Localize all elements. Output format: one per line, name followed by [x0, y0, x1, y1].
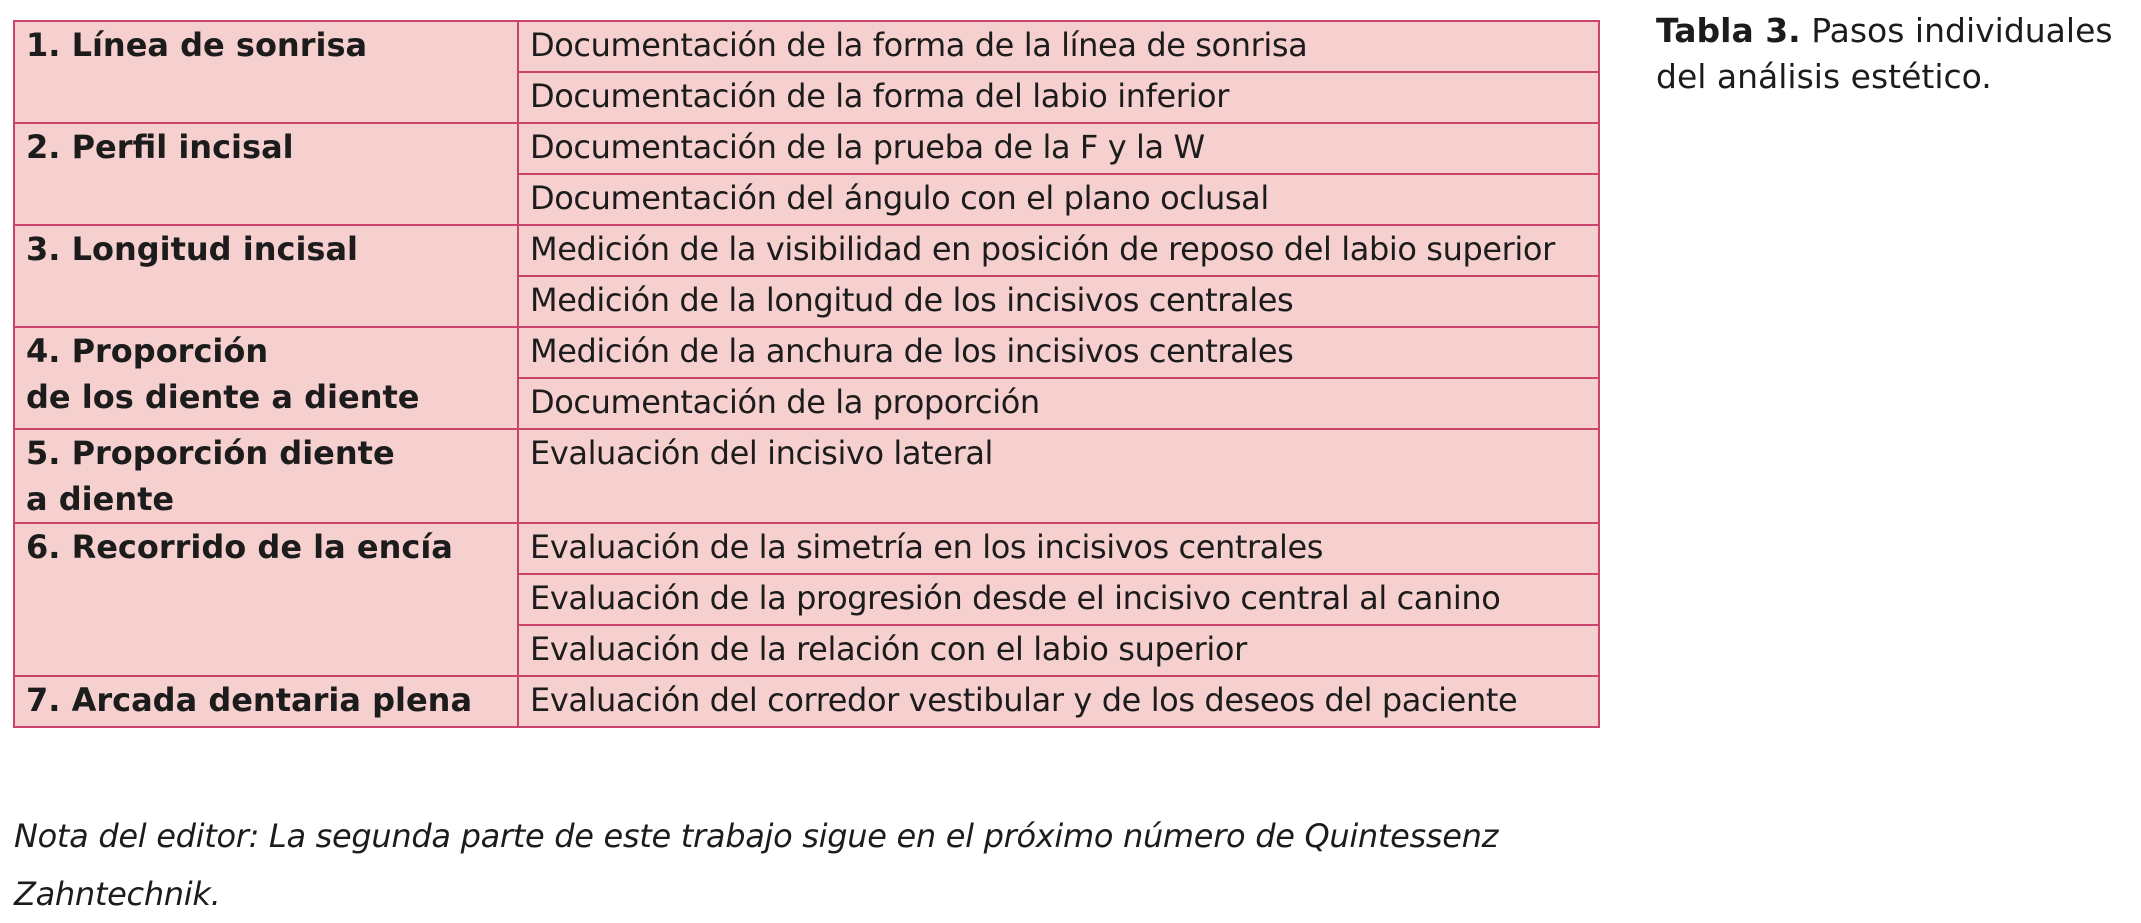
step-detail: Evaluación del incisivo lateral: [518, 429, 1599, 523]
table-row: [14, 123, 1599, 174]
step-detail: Documentación de la prueba de la F y la W: [518, 123, 1599, 174]
step-detail: Documentación de la forma de la línea de sonrisa: [518, 21, 1599, 72]
table-row: [14, 327, 1599, 378]
step-detail: Medición de la anchura de los incisivos centrales: [518, 327, 1599, 378]
step-detail: Evaluación de la relación con el labio superior: [518, 625, 1599, 676]
step-label: 3. Longitud incisal: [14, 225, 518, 327]
table-row: [14, 21, 1599, 72]
step-detail: Documentación de la proporción: [518, 378, 1599, 429]
step-label: [14, 327, 518, 429]
step-detail: Documentación de la forma del labio inferior: [518, 72, 1599, 123]
caption-label: Tabla 3.: [1656, 11, 1801, 50]
step-detail: Evaluación de la progresión desde el incisivo central al canino: [518, 574, 1599, 625]
step-label-line: a diente: [26, 480, 175, 518]
step-label: 1. Línea de sonrisa: [14, 21, 518, 123]
step-label: [14, 429, 518, 523]
step-label: 6. Recorrido de la encía: [14, 523, 518, 676]
step-detail: Evaluación de la simetría en los incisivos centrales: [518, 523, 1599, 574]
caption-text: Pasos individuales del análisis estético.: [1656, 11, 2113, 96]
step-label-line: de los diente a diente: [26, 378, 420, 416]
editor-note-line: Zahntechnik.: [14, 875, 221, 913]
step-label: 7. Arcada dentaria plena: [14, 676, 518, 727]
step-label-line: 5. Proporción diente: [26, 434, 395, 472]
step-label: 2. Perfil incisal: [14, 123, 518, 225]
step-detail: Documentación del ángulo con el plano oclusal: [518, 174, 1599, 225]
step-detail: Medición de la visibilidad en posición de reposo del labio superior: [518, 225, 1599, 276]
table-row: [14, 523, 1599, 574]
editor-note-line: Nota del editor: La segunda parte de este trabajo sigue en el próximo número de Quintessenz: [14, 817, 1499, 855]
step-detail: Evaluación del corredor vestibular y de los deseos del paciente: [518, 676, 1599, 727]
table-caption: [1656, 8, 2126, 100]
editor-note: [14, 807, 1514, 923]
step-detail: Medición de la longitud de los incisivos centrales: [518, 276, 1599, 327]
step-label-line: 4. Proporción: [26, 332, 269, 370]
table-row: [14, 225, 1599, 276]
aesthetic-analysis-table: [13, 20, 1600, 728]
table-row: [14, 676, 1599, 727]
